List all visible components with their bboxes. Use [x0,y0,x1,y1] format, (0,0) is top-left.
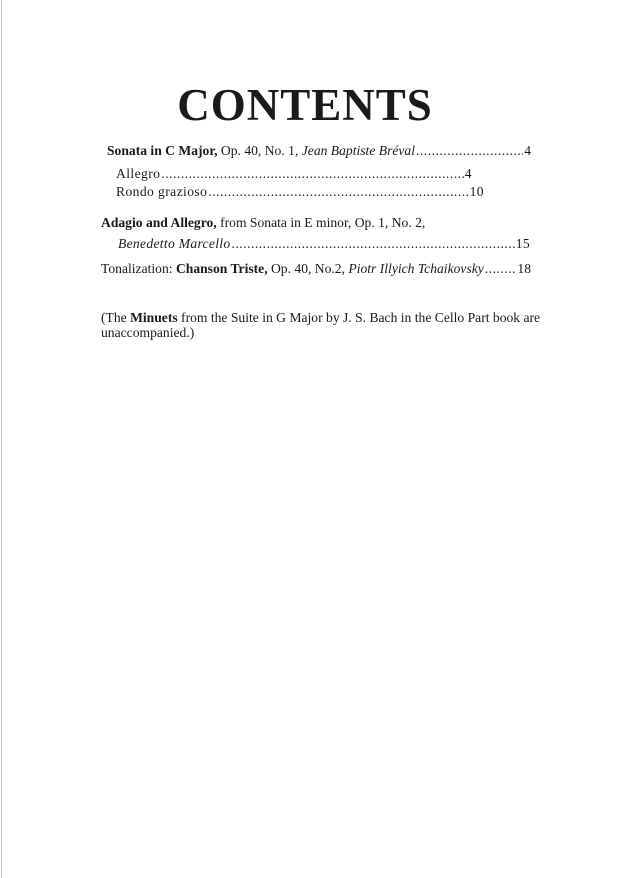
entry-title: Sonata in C Major, [107,143,218,158]
toc-entry-chanson-triste[interactable] [101,260,531,278]
unaccompanied-note [101,311,541,340]
entry-composer: Jean Baptiste Bréval [301,143,415,158]
dot-leader [231,235,514,253]
entry-title: Chanson Triste, [175,261,268,276]
toc-subentry-rondo-grazioso[interactable] [116,183,484,201]
page-edge-line [1,0,2,878]
page-title: CONTENTS [177,80,433,130]
entry-composer: Piotr Illyich Tchaikovsky [348,261,484,276]
entry-page-number: 15 [515,236,530,251]
entry-prefix: Tonalization: [101,261,176,276]
subentry-page-number: 4 [464,166,472,181]
subentry-title: Rondo grazioso [116,184,208,199]
entry-details: Op. 40, No.2, [267,261,349,276]
note-bold-word: Minuets [130,310,178,325]
entry-details: from Sonata in E minor, Op. 1, No. 2, [216,215,426,230]
entry-title: Adagio and Allegro, [101,215,217,230]
toc-entry-adagio-and-allegro[interactable] [101,214,425,232]
toc-entry-adagio-continuation[interactable] [118,235,530,253]
toc-subentry-allegro[interactable] [116,165,472,183]
note-text: from the Suite in G Major by J. S. Bach in the Cello Part book are unaccompanied.) [101,310,541,340]
entry-page-number: 18 [517,261,531,276]
dot-leader [208,183,468,201]
note-prefix: (The [101,310,131,325]
entry-composer: Benedetto Marcello [118,236,231,251]
entry-details: Op. 40, No. 1, [217,143,302,158]
subentry-title: Allegro [116,166,161,181]
dot-leader [161,165,463,183]
toc-entry-sonata-c-major[interactable] [107,142,531,160]
subentry-page-number: 10 [469,184,484,199]
entry-page-number: 4 [524,143,531,158]
dot-leader [416,142,523,160]
dot-leader [485,260,517,278]
